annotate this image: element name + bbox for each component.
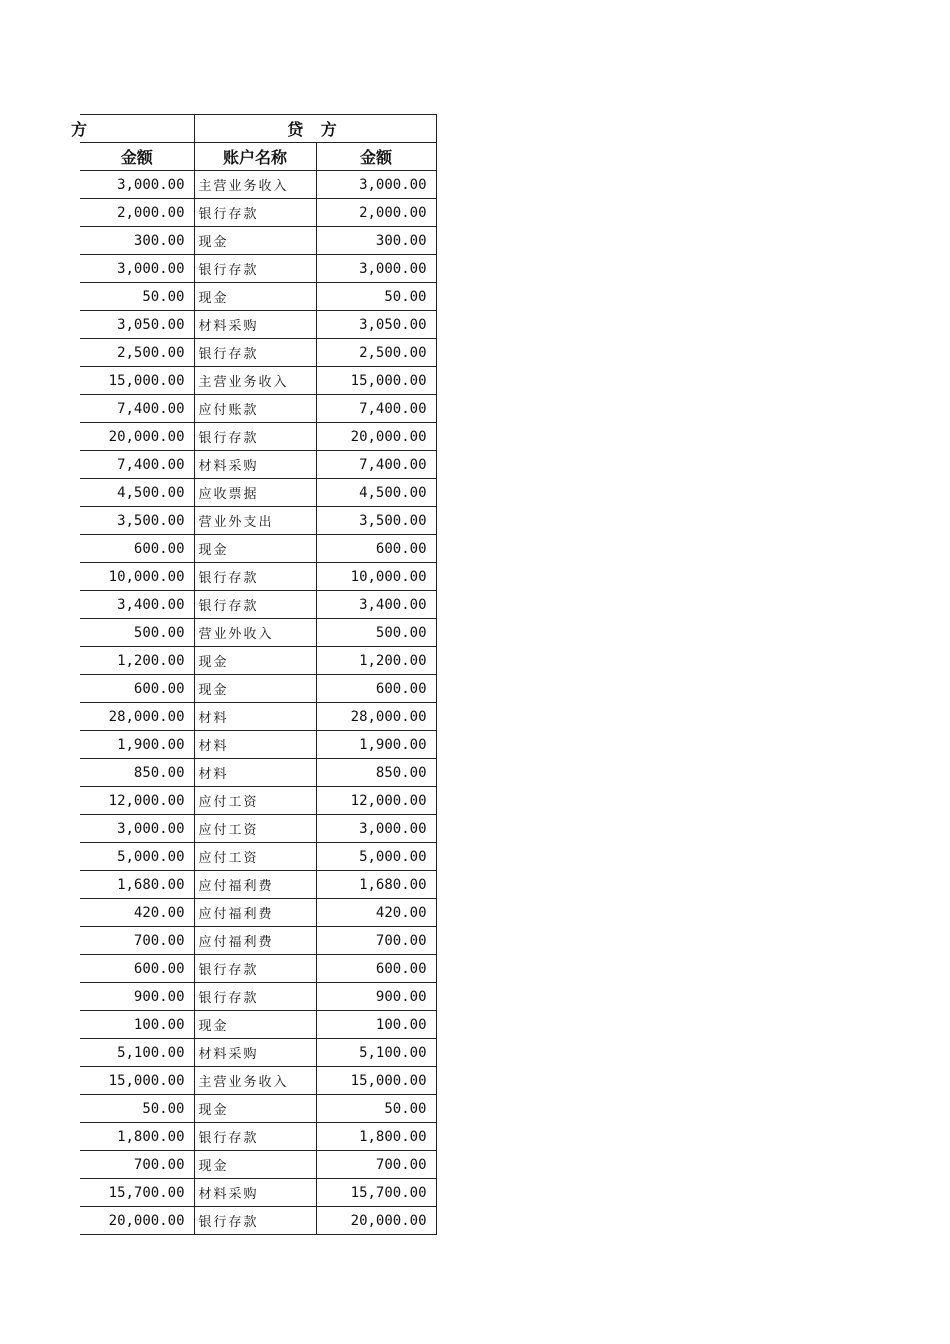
credit-account-cell: 银行存款 <box>194 199 316 227</box>
debit-amount-cell: 5,000.00 <box>80 843 194 871</box>
table-row <box>80 1123 436 1151</box>
credit-amount-header: 金额 <box>316 143 436 171</box>
table-row <box>80 535 436 563</box>
credit-amount-cell: 2,000.00 <box>316 199 436 227</box>
credit-amount-cell: 1,900.00 <box>316 731 436 759</box>
credit-account-cell: 现金 <box>194 283 316 311</box>
credit-amount-cell: 50.00 <box>316 283 436 311</box>
credit-amount-cell: 420.00 <box>316 899 436 927</box>
table-row <box>80 283 436 311</box>
debit-amount-cell: 3,400.00 <box>80 591 194 619</box>
credit-amount-cell: 28,000.00 <box>316 703 436 731</box>
credit-amount-cell: 600.00 <box>316 955 436 983</box>
credit-amount-cell: 850.00 <box>316 759 436 787</box>
credit-account-cell: 主营业务收入 <box>194 1067 316 1095</box>
table-row <box>80 647 436 675</box>
credit-account-cell: 应付福利费 <box>194 871 316 899</box>
debit-amount-cell: 4,500.00 <box>80 479 194 507</box>
credit-account-cell: 材料采购 <box>194 1179 316 1207</box>
credit-amount-cell: 4,500.00 <box>316 479 436 507</box>
credit-amount-cell: 3,000.00 <box>316 815 436 843</box>
credit-account-cell: 主营业务收入 <box>194 171 316 199</box>
table-row <box>80 171 436 199</box>
credit-amount-cell: 700.00 <box>316 1151 436 1179</box>
table-row <box>80 1039 436 1067</box>
credit-amount-cell: 700.00 <box>316 927 436 955</box>
debit-amount-cell: 10,000.00 <box>80 563 194 591</box>
table-row <box>80 451 436 479</box>
debit-amount-cell: 420.00 <box>80 899 194 927</box>
credit-amount-cell: 600.00 <box>316 535 436 563</box>
table-row <box>80 955 436 983</box>
credit-account-cell: 现金 <box>194 535 316 563</box>
journal-table <box>71 114 437 1235</box>
debit-amount-cell: 3,050.00 <box>80 311 194 339</box>
debit-amount-cell: 1,680.00 <box>80 871 194 899</box>
table-row <box>80 395 436 423</box>
credit-amount-cell: 50.00 <box>316 1095 436 1123</box>
header-row-columns <box>80 143 436 171</box>
credit-account-cell: 材料 <box>194 703 316 731</box>
credit-account-cell: 材料采购 <box>194 1039 316 1067</box>
table-row <box>80 983 436 1011</box>
table-row <box>80 479 436 507</box>
credit-amount-cell: 600.00 <box>316 675 436 703</box>
credit-account-cell: 应付工资 <box>194 787 316 815</box>
debit-amount-cell: 7,400.00 <box>80 395 194 423</box>
table-row <box>80 871 436 899</box>
credit-amount-cell: 12,000.00 <box>316 787 436 815</box>
debit-amount-cell: 600.00 <box>80 535 194 563</box>
credit-amount-cell: 3,050.00 <box>316 311 436 339</box>
debit-amount-cell: 7,400.00 <box>80 451 194 479</box>
table-row <box>80 1179 436 1207</box>
credit-amount-cell: 3,000.00 <box>316 255 436 283</box>
table-row <box>80 367 436 395</box>
table-row <box>80 927 436 955</box>
debit-amount-cell: 2,000.00 <box>80 199 194 227</box>
credit-amount-cell: 20,000.00 <box>316 423 436 451</box>
credit-account-cell: 银行存款 <box>194 563 316 591</box>
debit-amount-cell: 850.00 <box>80 759 194 787</box>
credit-amount-cell: 5,000.00 <box>316 843 436 871</box>
credit-account-header: 账户名称 <box>194 143 316 171</box>
credit-account-cell: 现金 <box>194 647 316 675</box>
debit-amount-cell: 1,200.00 <box>80 647 194 675</box>
debit-amount-cell: 2,500.00 <box>80 339 194 367</box>
credit-amount-cell: 100.00 <box>316 1011 436 1039</box>
table-row <box>80 1151 436 1179</box>
credit-account-cell: 材料采购 <box>194 451 316 479</box>
debit-amount-cell: 900.00 <box>80 983 194 1011</box>
table-row <box>80 815 436 843</box>
table-row <box>80 563 436 591</box>
table-row <box>80 1095 436 1123</box>
credit-account-cell: 材料采购 <box>194 311 316 339</box>
header-row-groups <box>80 115 436 143</box>
credit-account-cell: 应付工资 <box>194 815 316 843</box>
credit-account-cell: 材料 <box>194 731 316 759</box>
credit-amount-cell: 900.00 <box>316 983 436 1011</box>
debit-amount-cell: 50.00 <box>80 283 194 311</box>
table-row <box>80 843 436 871</box>
debit-amount-cell: 500.00 <box>80 619 194 647</box>
credit-amount-cell: 3,400.00 <box>316 591 436 619</box>
table-row <box>80 255 436 283</box>
credit-account-cell: 现金 <box>194 675 316 703</box>
debit-amount-cell: 15,700.00 <box>80 1179 194 1207</box>
debit-amount-cell: 5,100.00 <box>80 1039 194 1067</box>
table-row <box>80 787 436 815</box>
credit-account-cell: 银行存款 <box>194 339 316 367</box>
credit-account-cell: 应付工资 <box>194 843 316 871</box>
table-row <box>80 759 436 787</box>
table-row <box>80 423 436 451</box>
debit-amount-cell: 15,000.00 <box>80 1067 194 1095</box>
credit-amount-cell: 1,800.00 <box>316 1123 436 1151</box>
table-row <box>80 703 436 731</box>
table-row <box>80 1011 436 1039</box>
credit-account-cell: 营业外支出 <box>194 507 316 535</box>
debit-amount-cell: 20,000.00 <box>80 1207 194 1235</box>
table-row <box>80 899 436 927</box>
credit-account-cell: 主营业务收入 <box>194 367 316 395</box>
debit-amount-cell: 3,000.00 <box>80 255 194 283</box>
debit-amount-cell: 50.00 <box>80 1095 194 1123</box>
debit-amount-cell: 3,000.00 <box>80 815 194 843</box>
debit-amount-cell: 3,500.00 <box>80 507 194 535</box>
credit-amount-cell: 3,500.00 <box>316 507 436 535</box>
credit-amount-cell: 20,000.00 <box>316 1207 436 1235</box>
table-row <box>80 1067 436 1095</box>
credit-amount-cell: 3,000.00 <box>316 171 436 199</box>
debit-amount-cell: 700.00 <box>80 927 194 955</box>
credit-amount-cell: 1,680.00 <box>316 871 436 899</box>
credit-account-cell: 材料 <box>194 759 316 787</box>
table-row <box>80 1207 436 1235</box>
credit-group-header: 贷 方 <box>194 115 436 143</box>
credit-account-cell: 应付福利费 <box>194 927 316 955</box>
credit-amount-cell: 5,100.00 <box>316 1039 436 1067</box>
credit-account-cell: 现金 <box>194 1011 316 1039</box>
credit-amount-cell: 1,200.00 <box>316 647 436 675</box>
credit-amount-cell: 500.00 <box>316 619 436 647</box>
table-row <box>80 507 436 535</box>
credit-account-cell: 现金 <box>194 227 316 255</box>
credit-account-cell: 现金 <box>194 1095 316 1123</box>
debit-amount-cell: 15,000.00 <box>80 367 194 395</box>
credit-account-cell: 应收票据 <box>194 479 316 507</box>
credit-amount-cell: 10,000.00 <box>316 563 436 591</box>
table-row <box>80 591 436 619</box>
table-row <box>80 339 436 367</box>
credit-account-cell: 营业外收入 <box>194 619 316 647</box>
debit-amount-cell: 300.00 <box>80 227 194 255</box>
credit-amount-cell: 15,000.00 <box>316 367 436 395</box>
debit-amount-cell: 28,000.00 <box>80 703 194 731</box>
credit-account-cell: 现金 <box>194 1151 316 1179</box>
credit-amount-cell: 7,400.00 <box>316 451 436 479</box>
debit-amount-cell: 600.00 <box>80 955 194 983</box>
debit-amount-cell: 1,900.00 <box>80 731 194 759</box>
credit-account-cell: 银行存款 <box>194 1123 316 1151</box>
credit-account-cell: 银行存款 <box>194 423 316 451</box>
debit-amount-cell: 1,800.00 <box>80 1123 194 1151</box>
credit-account-cell: 应付账款 <box>194 395 316 423</box>
credit-amount-cell: 15,700.00 <box>316 1179 436 1207</box>
debit-amount-cell: 3,000.00 <box>80 171 194 199</box>
table-row <box>80 311 436 339</box>
credit-amount-cell: 15,000.00 <box>316 1067 436 1095</box>
debit-amount-cell: 700.00 <box>80 1151 194 1179</box>
debit-amount-cell: 100.00 <box>80 1011 194 1039</box>
debit-amount-header: 金额 <box>80 143 194 171</box>
credit-account-cell: 银行存款 <box>194 983 316 1011</box>
credit-account-cell: 银行存款 <box>194 1207 316 1235</box>
debit-amount-cell: 12,000.00 <box>80 787 194 815</box>
credit-account-cell: 应付福利费 <box>194 899 316 927</box>
debit-amount-cell: 20,000.00 <box>80 423 194 451</box>
table-row <box>80 619 436 647</box>
table-row <box>80 731 436 759</box>
credit-account-cell: 银行存款 <box>194 255 316 283</box>
credit-amount-cell: 300.00 <box>316 227 436 255</box>
debit-group-header: 方 <box>80 115 194 143</box>
table-row <box>80 675 436 703</box>
credit-account-cell: 银行存款 <box>194 591 316 619</box>
credit-amount-cell: 2,500.00 <box>316 339 436 367</box>
credit-account-cell: 银行存款 <box>194 955 316 983</box>
debit-amount-cell: 600.00 <box>80 675 194 703</box>
credit-amount-cell: 7,400.00 <box>316 395 436 423</box>
table-row <box>80 199 436 227</box>
table-row <box>80 227 436 255</box>
